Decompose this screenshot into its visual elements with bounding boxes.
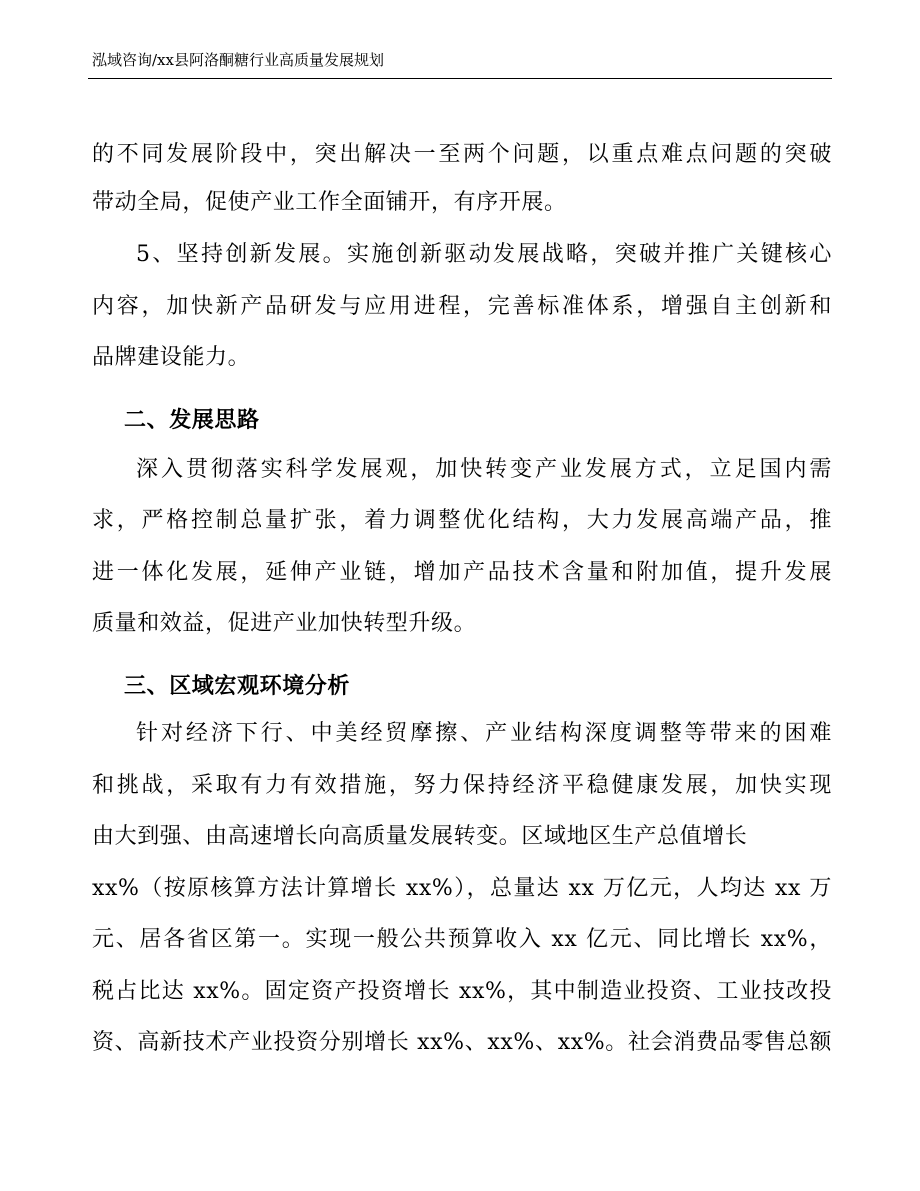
paragraph-line: 带动全局，促使产业工作全面铺开，有序开展。 (92, 190, 567, 215)
section-heading-regional-macro-analysis: 三、区域宏观环境分析 (124, 673, 351, 699)
header-divider (88, 78, 832, 79)
paragraph-line: 针对经济下行、中美经贸摩擦、产业结构深度调整等带来的困难 (136, 721, 832, 746)
section-heading-development-ideas: 二、发展思路 (124, 407, 260, 433)
paragraph-line: 质量和效益，促进产业加快转型升级。 (92, 611, 477, 636)
paragraph-line: 内容，加快新产品研发与应用进程，完善标准体系，增强自主创新和 (92, 294, 832, 319)
paragraph-line: 由大到强、由高速增长向高质量发展转变。区域地区生产总值增长 (92, 824, 748, 849)
paragraph-line: 和挑战，采取有力有效措施，努力保持经济平稳健康发展，加快实现 (92, 773, 832, 798)
paragraph-line: 的不同发展阶段中，突出解决一至两个问题，以重点难点问题的突破 (92, 142, 832, 167)
paragraph-line: xx%（按原核算方法计算增长 xx%），总量达 xx 万亿元，人均达 xx 万 (92, 876, 832, 901)
paragraph-line: 税占比达 xx%。固定资产投资增长 xx%，其中制造业投资、工业技改投 (92, 979, 832, 1004)
paragraph-line: 元、居各省区第一。实现一般公共预算收入 xx 亿元、同比增长 xx%， (92, 927, 832, 952)
paragraph-line: 资、高新技术产业投资分别增长 xx%、xx%、xx%。社会消费品零售总额 (92, 1030, 832, 1055)
paragraph-line: 求，严格控制总量扩张，着力调整优化结构，大力发展高端产品，推 (92, 508, 832, 533)
paragraph-line: 进一体化发展，延伸产业链，增加产品技术含量和附加值，提升发展 (92, 560, 832, 585)
paragraph-line: 5、坚持创新发展。实施创新驱动发展战略，突破并推广关键核心 (136, 242, 832, 267)
paragraph-line: 品牌建设能力。 (92, 345, 251, 370)
paragraph-line: 深入贯彻落实科学发展观，加快转变产业发展方式，立足国内需 (136, 457, 832, 482)
page-header-title: 泓域咨询/xx县阿洛酮糖行业高质量发展规划 (92, 51, 384, 69)
